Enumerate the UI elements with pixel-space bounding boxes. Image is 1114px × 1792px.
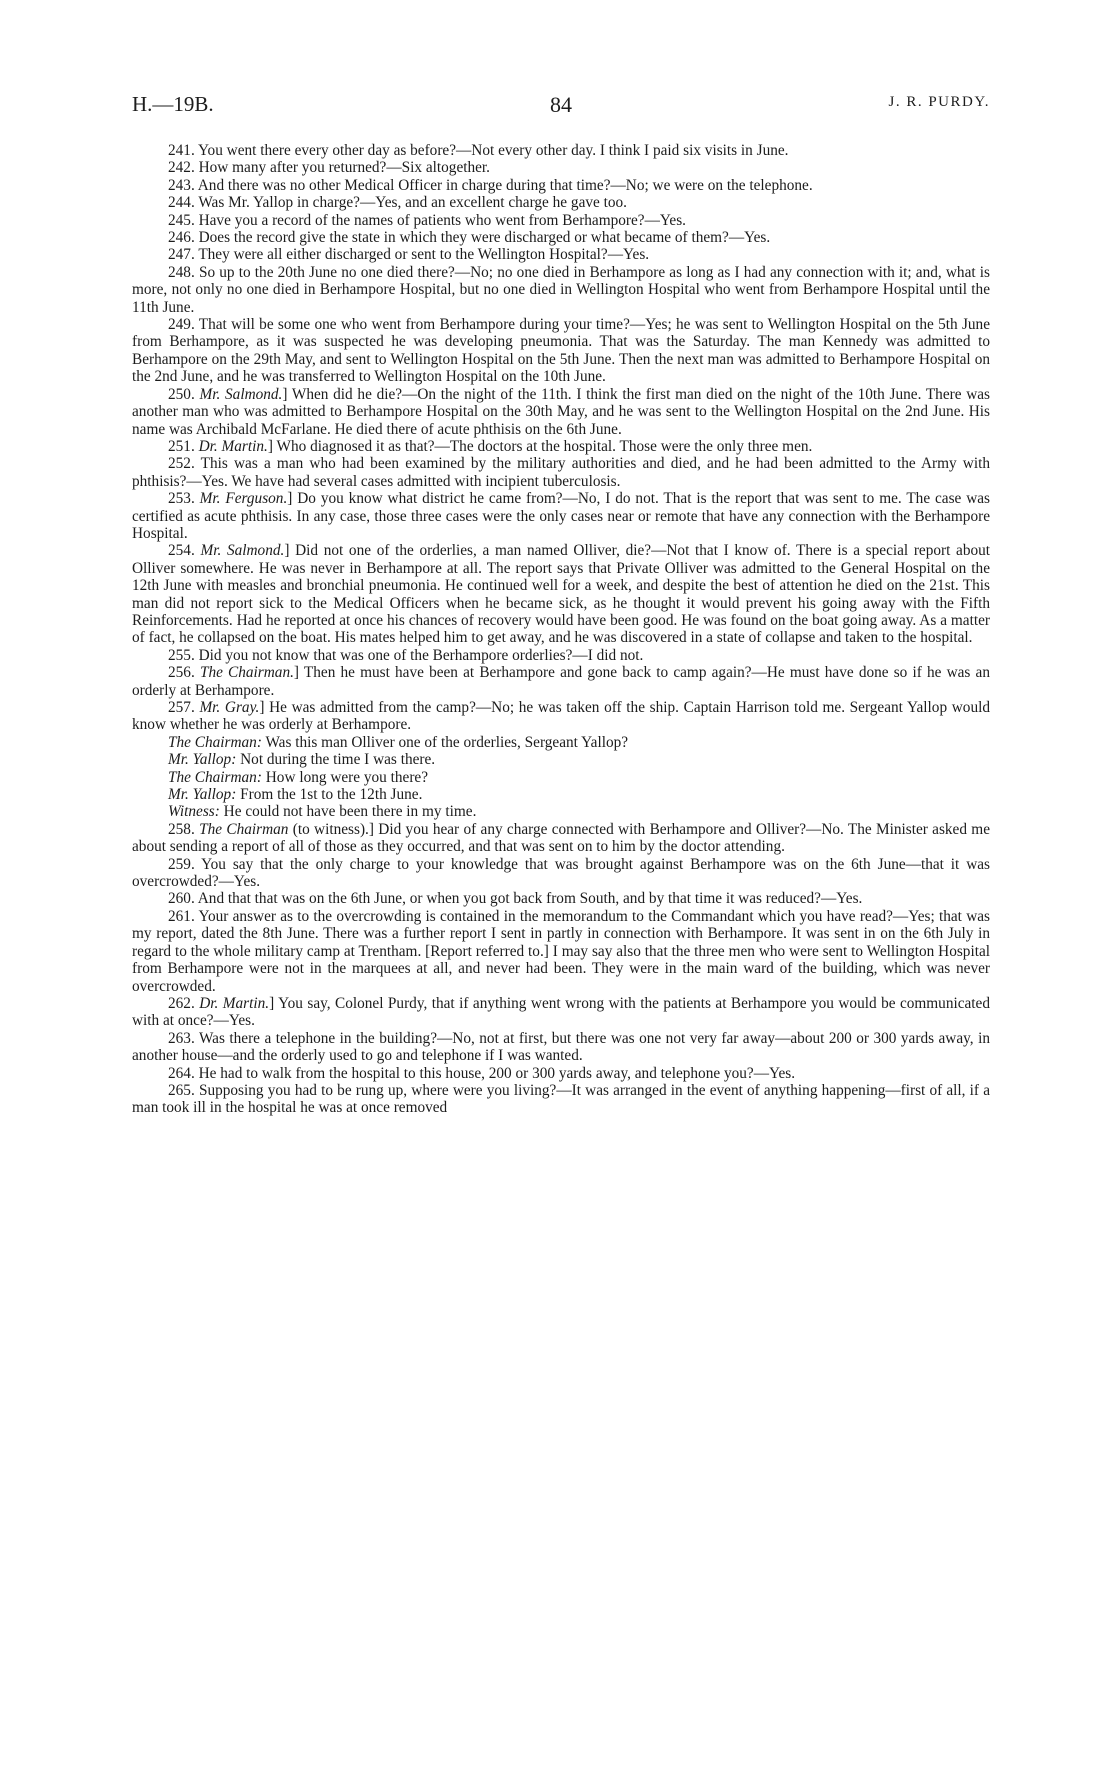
paragraph-text: Not during the time I was there. bbox=[236, 751, 436, 769]
speaker-name: Mr. Salmond. bbox=[200, 542, 285, 560]
testimony-paragraph bbox=[132, 316, 990, 386]
question-number: 251. bbox=[168, 437, 199, 455]
question-number: 253. bbox=[168, 490, 200, 508]
testimony-paragraph bbox=[132, 1065, 990, 1082]
witness-name: J. R. PURDY. bbox=[888, 94, 990, 110]
testimony-paragraph bbox=[132, 1082, 990, 1117]
testimony-paragraph bbox=[132, 455, 990, 490]
testimony-paragraph bbox=[132, 647, 990, 664]
question-number: 258. bbox=[168, 820, 200, 838]
testimony-paragraph bbox=[132, 212, 990, 229]
speaker-name: The Chairman: bbox=[168, 768, 262, 786]
paragraph-text: 241. You went there every other day as before?—Not every other day. I think I paid six visits in June. bbox=[168, 142, 789, 159]
paragraph-text: 244. Was Mr. Yallop in charge?—Yes, and an excellent charge he gave too. bbox=[168, 194, 627, 212]
speaker-name: Mr. Yallop: bbox=[168, 786, 237, 804]
paragraph-text: 246. Does the record give the state in which they were discharged or what became of them?—Yes. bbox=[168, 229, 771, 247]
testimony-paragraph bbox=[132, 786, 990, 803]
paragraph-text: 265. Supposing you had to be rung up, where were you living?—It was arranged in the event of anything happening—first of all, if a man took ill in the hospital he was at once removed bbox=[132, 1081, 990, 1117]
speaker-name: The Chairman: bbox=[168, 733, 262, 751]
testimony-paragraph bbox=[132, 438, 990, 455]
paragraph-text: 242. How many after you returned?—Six altogether. bbox=[168, 159, 490, 177]
paragraph-text: 249. That will be some one who went from Berhampore during your time?—Yes; he was sent to Wellington Hospital on the 5th June from Berhampore, as it was suspected he was developing pneumonia. That was the Saturday. The man Kennedy was admitted to Berhampore on the 29th May, and sent to Wellington Hospital on the 5th June. Then the next man was admitted to Berhampore Hospital on the 2nd June, and he was transferred to Wellington Hospital on the 10th June. bbox=[132, 316, 990, 386]
question-number: 262. bbox=[168, 994, 200, 1012]
testimony-paragraph bbox=[132, 856, 990, 891]
paragraph-text: ] You say, Colonel Purdy, that if anything went wrong with the patients at Berhampore you would be communicated with at once?—Yes. bbox=[132, 994, 990, 1030]
speaker-name: Mr. Gray. bbox=[199, 699, 260, 716]
question-number: 256. bbox=[168, 664, 200, 682]
speaker-name: Dr. Martin. bbox=[198, 437, 268, 455]
paragraph-text: 261. Your answer as to the overcrowding is contained in the memorandum to the Commandant which you have read?—Yes; that was my report, dated the 8th June. There was a further report I sent in partly in connection with Berhampore. It was sent in on the 6th July in regard to the whole military camp at Trentham. [Report referred to.] I may say also that the three men who were sent to Wellington Hospital from Berhampore were not in the marquees at all, and never had been. They were in the main ward of the building, which was never overcrowded. bbox=[132, 907, 990, 995]
page-header bbox=[132, 92, 990, 122]
paragraph-text: 263. Was there a telephone in the building?—No, not at first, but there was one not very far away—about 200 or 300 yards away, in another house—and the orderly used to go and telephone if I was wanted. bbox=[132, 1029, 990, 1065]
paragraph-text: From the 1st to the 12th June. bbox=[236, 786, 423, 804]
testimony-paragraph bbox=[132, 246, 990, 263]
paragraph-text: 245. Have you a record of the names of patients who went from Berhampore?—Yes. bbox=[168, 211, 686, 229]
paragraph-text: 259. You say that the only charge to your knowledge that was brought against Berhampore was on the 6th June—that it was overcrowded?—Yes. bbox=[132, 855, 990, 891]
testimony-paragraph bbox=[132, 542, 990, 646]
testimony-paragraph bbox=[132, 194, 990, 211]
paragraph-text: ] When did he die?—On the night of the 11th. I think the first man died on the night of the 10th June. There was another man who was admitted to Berhampore Hospital on the 30th May, and he was sent to the Wellington Hospital on the 2nd June. His name was Archibald McFarlane. He died there of acute phthisis on the 6th June. bbox=[132, 385, 990, 438]
testimony-paragraph bbox=[132, 386, 990, 438]
paragraph-text: Was this man Olliver one of the orderlies, Sergeant Yallop? bbox=[261, 733, 629, 751]
testimony-paragraph bbox=[132, 699, 990, 734]
paragraph-text: ] Do you know what district he came from?—No, I do not. That is the report that was sent to me. The case was certified as acute phthisis. In any case, those three cases were the only cases near or remote that have any connection with the Berhampore Hospital. bbox=[132, 490, 991, 542]
testimony-paragraph bbox=[132, 229, 990, 246]
paragraph-text: 247. They were all either discharged or sent to the Wellington Hospital?—Yes. bbox=[168, 246, 650, 264]
paragraph-text: 264. He had to walk from the hospital to this house, 200 or 300 yards away, and telephone you?—Yes. bbox=[168, 1064, 796, 1082]
paragraph-text: 248. So up to the 20th June no one died there?—No; no one died in Berhampore as long as I had any connection with it; and, what is more, not only no one died in Berhampore Hospital, but no one died in Wellington Hospital who went from Berhampore Hospital until the 11th June. bbox=[132, 263, 990, 316]
testimony-paragraph bbox=[132, 142, 990, 159]
paragraph-text: ] Then he must have been at Berhampore and gone back to camp again?—He must have done so if he was an orderly at Berhampore. bbox=[132, 664, 990, 699]
paragraph-text: (to witness).] Did you hear of any charge connected with Berhampore and Olliver?—No. The Minister asked me about sending a report of all of those as they occurred, and that was sent on to him by the doctor attending. bbox=[132, 820, 990, 856]
testimony-paragraph bbox=[132, 769, 990, 786]
paragraph-text: 252. This was a man who had been examined by the military authorities and died, and he had been admitted to the Army with phthisis?—Yes. We have had several cases admitted with incipient tuberculosis. bbox=[132, 455, 990, 490]
paragraph-text: ] He was admitted from the camp?—No; he was taken off the ship. Captain Harrison told me. Sergeant Yallop would know whether he was orderly at Berhampore. bbox=[132, 699, 991, 734]
testimony-paragraph bbox=[132, 890, 990, 907]
testimony-paragraph bbox=[132, 803, 990, 820]
paragraph-text: He could not have been there in my time. bbox=[219, 803, 477, 821]
page-number: 84 bbox=[550, 92, 572, 117]
paragraph-text: How long were you there? bbox=[261, 768, 429, 786]
speaker-name: Dr. Martin. bbox=[199, 994, 270, 1012]
testimony-text bbox=[132, 142, 990, 1117]
speaker-name: The Chairman bbox=[199, 820, 289, 838]
speaker-name: Mr. Ferguson. bbox=[199, 490, 288, 508]
paragraph-text: 255. Did you not know that was one of the Berhampore orderlies?—I did not. bbox=[168, 646, 644, 664]
testimony-paragraph bbox=[132, 177, 990, 194]
testimony-paragraph bbox=[132, 264, 990, 316]
question-number: 254. bbox=[168, 542, 201, 560]
testimony-paragraph bbox=[132, 159, 990, 176]
testimony-paragraph bbox=[132, 995, 990, 1030]
speaker-name: The Chairman. bbox=[199, 664, 294, 682]
testimony-paragraph bbox=[132, 1030, 990, 1065]
testimony-paragraph bbox=[132, 908, 990, 995]
testimony-paragraph bbox=[132, 664, 990, 699]
testimony-paragraph bbox=[132, 734, 990, 751]
paragraph-text: ] Did not one of the orderlies, a man named Olliver, die?—Not that I know of. There is a special report about Olliver somewhere. He was never in Berhampore at all. The report says that Private Olliver was admitted to the General Hospital on the 12th June with measles and bronchial pneumonia. He continued well for a week, and despite the best of attention he died on the 21st. This man did not report sick to the Medical Officers when he became sick, as he thought it would prevent his going away with the Fifth Reinforcements. Had he reported at once his chances of recovery would have been good. He was found on the boat going away. As a matter of fact, he collapsed on the boat. His mates helped him to get away, and he was discovered in a state of collapse and taken to the hospital. bbox=[132, 542, 991, 647]
paragraph-text: 243. And there was no other Medical Officer in charge during that time?—No; we were on the telephone. bbox=[168, 176, 813, 194]
question-number: 250. bbox=[168, 385, 200, 403]
paragraph-text: 260. And that that was on the 6th June, or when you got back from South, and by that time it was reduced?—Yes. bbox=[168, 890, 863, 908]
speaker-name: Mr. Yallop: bbox=[168, 751, 237, 769]
speaker-name: Mr. Salmond. bbox=[199, 385, 283, 403]
testimony-paragraph bbox=[132, 821, 990, 856]
testimony-paragraph bbox=[132, 490, 990, 542]
testimony-paragraph bbox=[132, 751, 990, 768]
speaker-name: Witness: bbox=[168, 803, 220, 821]
paper-reference: H.—19B. bbox=[132, 92, 214, 116]
question-number: 257. bbox=[168, 699, 200, 716]
paragraph-text: ] Who diagnosed it as that?—The doctors at the hospital. Those were the only three men. bbox=[267, 437, 813, 455]
